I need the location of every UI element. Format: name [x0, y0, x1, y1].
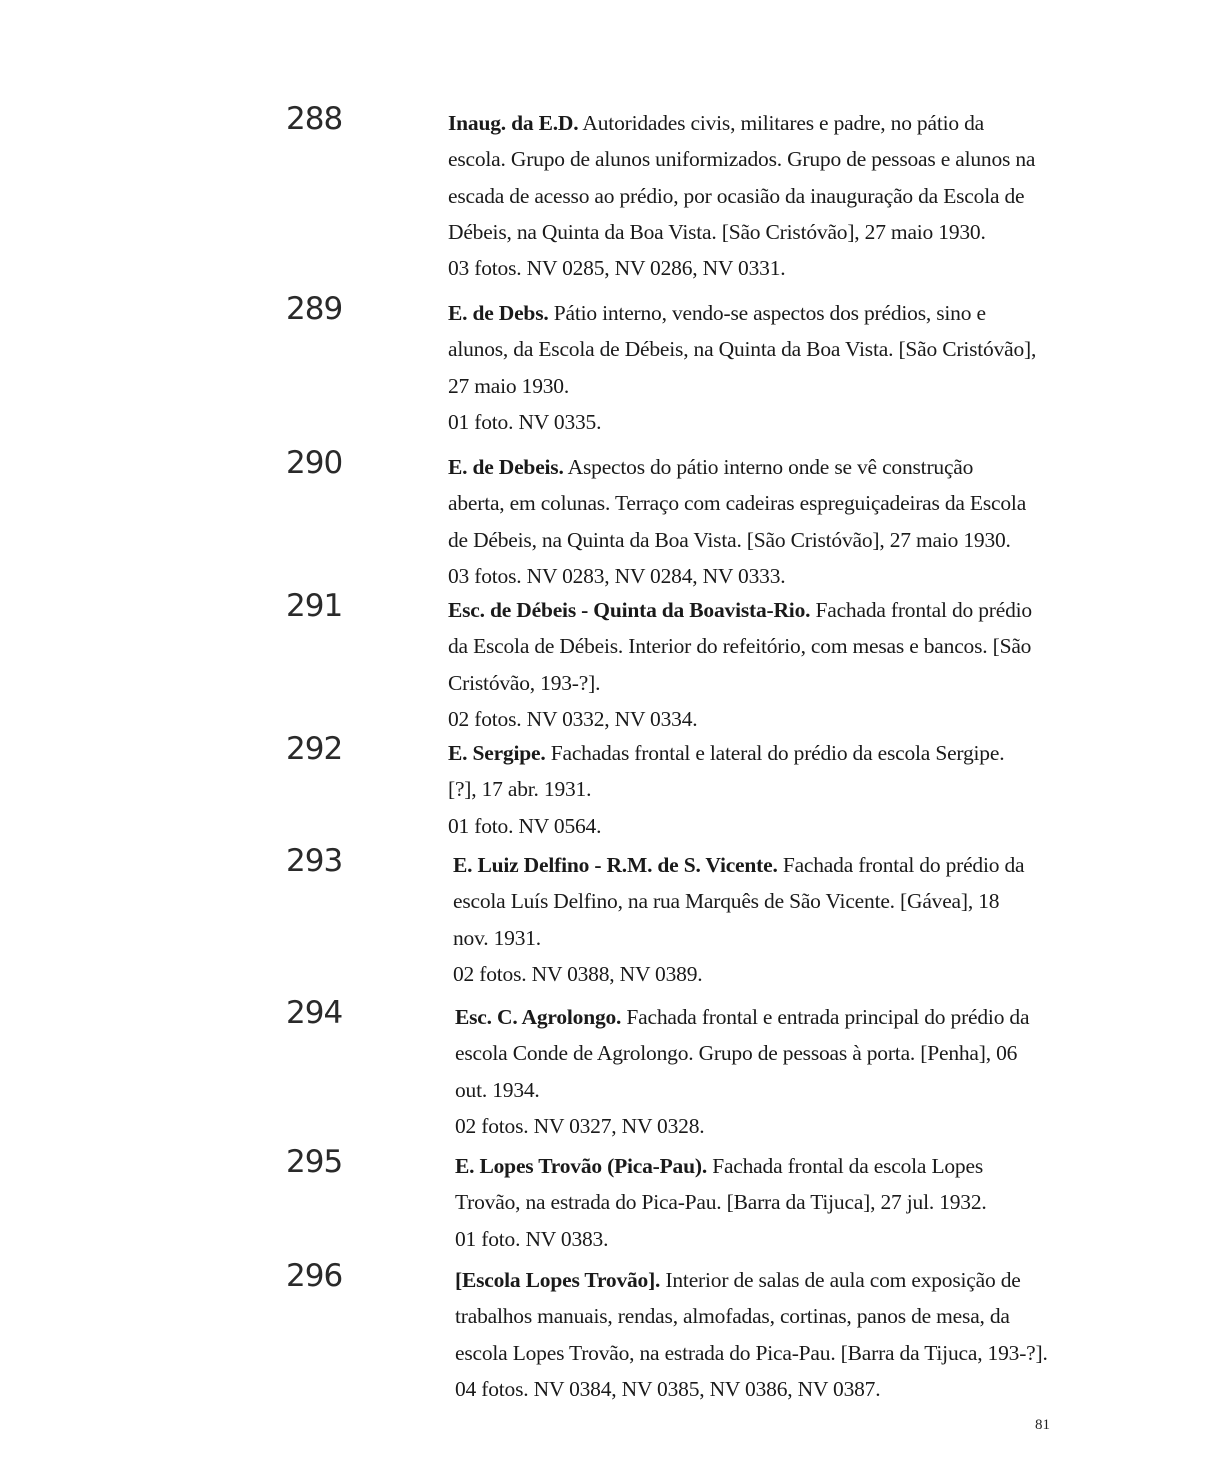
entry-title: E. Lopes Trovão (Pica-Pau).: [455, 1154, 708, 1178]
entry-line: da Escola de Débeis. Interior do refeitório, com mesas e bancos. [São: [448, 634, 1032, 659]
entry-title: E. de Debs.: [448, 301, 549, 325]
entry-first-line: [448, 735, 1058, 771]
entry-text: [455, 1148, 1065, 1257]
entry-line: Interior de salas de aula com exposição de: [660, 1268, 1021, 1292]
entry-line: Fachada frontal da escola Lopes: [707, 1154, 983, 1178]
entry-photos: 01 foto. NV 0383.: [455, 1226, 609, 1251]
entry-line: Fachada frontal do prédio: [810, 598, 1032, 622]
entry-photos: 04 fotos. NV 0384, NV 0385, NV 0386, NV 0387.: [455, 1376, 881, 1401]
entry-first-line: [448, 105, 1058, 141]
entry-line: de Débeis, na Quinta da Boa Vista. [São Cristóvão], 27 maio 1930.: [448, 527, 1011, 552]
entry-number: 292: [286, 731, 343, 767]
entry-text: [455, 999, 1065, 1144]
entry-text: [448, 735, 1058, 844]
entry-line: trabalhos manuais, rendas, almofadas, cortinas, panos de mesa, da: [455, 1304, 1010, 1329]
entry-number: 294: [286, 995, 343, 1031]
entry-number: 290: [286, 445, 343, 481]
page-number: 81: [1035, 1417, 1050, 1433]
entry-line: nov. 1931.: [453, 925, 541, 950]
entry-number: 293: [286, 843, 343, 879]
entry-line: Aspectos do pátio interno onde se vê construção: [563, 455, 974, 479]
entry-first-line: [453, 847, 1063, 883]
entry-line: aberta, em colunas. Terraço com cadeiras espreguiçadeiras da Escola: [448, 491, 1027, 516]
entry-first-line: [455, 1148, 1065, 1184]
entry-line: Fachada frontal e entrada principal do prédio da: [621, 1005, 1030, 1029]
entry-text: [448, 105, 1058, 286]
entry-photos: 03 fotos. NV 0283, NV 0284, NV 0333.: [448, 563, 786, 588]
entry-text: [448, 449, 1058, 594]
entry-title: E. Luiz Delfino - R.M. de S. Vicente.: [453, 853, 778, 877]
entry-number: 295: [286, 1144, 343, 1180]
entry-title: E. de Debeis.: [448, 455, 564, 479]
entry-line: [?], 17 abr. 1931.: [448, 777, 592, 802]
entry-line: out. 1934.: [455, 1077, 540, 1102]
entry-number: 291: [286, 588, 343, 624]
entry-number: 289: [286, 291, 343, 327]
entry-photos: 02 fotos. NV 0327, NV 0328.: [455, 1113, 705, 1138]
entry-text: [453, 847, 1063, 992]
entry-photos: 02 fotos. NV 0388, NV 0389.: [453, 961, 703, 986]
entry-first-line: [448, 592, 1058, 628]
entry-title: [Escola Lopes Trovão].: [455, 1268, 661, 1292]
entry-first-line: [448, 295, 1058, 331]
entry-line: Fachada frontal do prédio da: [777, 853, 1025, 877]
entry-photos: 03 fotos. NV 0285, NV 0286, NV 0331.: [448, 256, 786, 281]
entry-line: Autoridades civis, militares e padre, no pátio da: [578, 111, 984, 135]
entry-line: Cristóvão, 193-?].: [448, 670, 601, 695]
entry-first-line: [455, 1262, 1065, 1298]
entry-photos: 02 fotos. NV 0332, NV 0334.: [448, 706, 698, 731]
entry-line: escola. Grupo de alunos uniformizados. Grupo de pessoas e alunos na: [448, 147, 1036, 172]
entry-line: escola Lopes Trovão, na estrada do Pica-Pau. [Barra da Tijuca, 193-?].: [455, 1340, 1048, 1365]
entry-photos: 01 foto. NV 0564.: [448, 813, 602, 838]
entry-number: 296: [286, 1258, 343, 1294]
entry-line: escola Conde de Agrolongo. Grupo de pessoas à porta. [Penha], 06: [455, 1041, 1018, 1066]
entry-first-line: [455, 999, 1065, 1035]
entry-text: [448, 295, 1058, 440]
entry-title: Inaug. da E.D.: [448, 111, 579, 135]
entry-line: alunos, da Escola de Débeis, na Quinta da Boa Vista. [São Cristóvão],: [448, 337, 1037, 362]
entry-title: E. Sergipe.: [448, 741, 546, 765]
entry-line: Pátio interno, vendo-se aspectos dos prédios, sino e: [548, 301, 986, 325]
entry-text: [455, 1262, 1065, 1407]
entry-title: Esc. de Débeis - Quinta da Boavista-Rio.: [448, 598, 811, 622]
entry-title: Esc. C. Agrolongo.: [455, 1005, 622, 1029]
entry-line: 27 maio 1930.: [448, 373, 570, 398]
entry-number: 288: [286, 101, 343, 137]
entry-line: escada de acesso ao prédio, por ocasião da inauguração da Escola de: [448, 183, 1025, 208]
entry-first-line: [448, 449, 1058, 485]
entry-line: Débeis, na Quinta da Boa Vista. [São Cristóvão], 27 maio 1930.: [448, 219, 986, 244]
entry-line: Fachadas frontal e lateral do prédio da escola Sergipe.: [545, 741, 1005, 765]
entry-line: escola Luís Delfino, na rua Marquês de São Vicente. [Gávea], 18: [453, 889, 1000, 914]
entry-photos: 01 foto. NV 0335.: [448, 409, 602, 434]
entry-line: Trovão, na estrada do Pica-Pau. [Barra da Tijuca], 27 jul. 1932.: [455, 1190, 987, 1215]
entry-text: [448, 592, 1058, 737]
